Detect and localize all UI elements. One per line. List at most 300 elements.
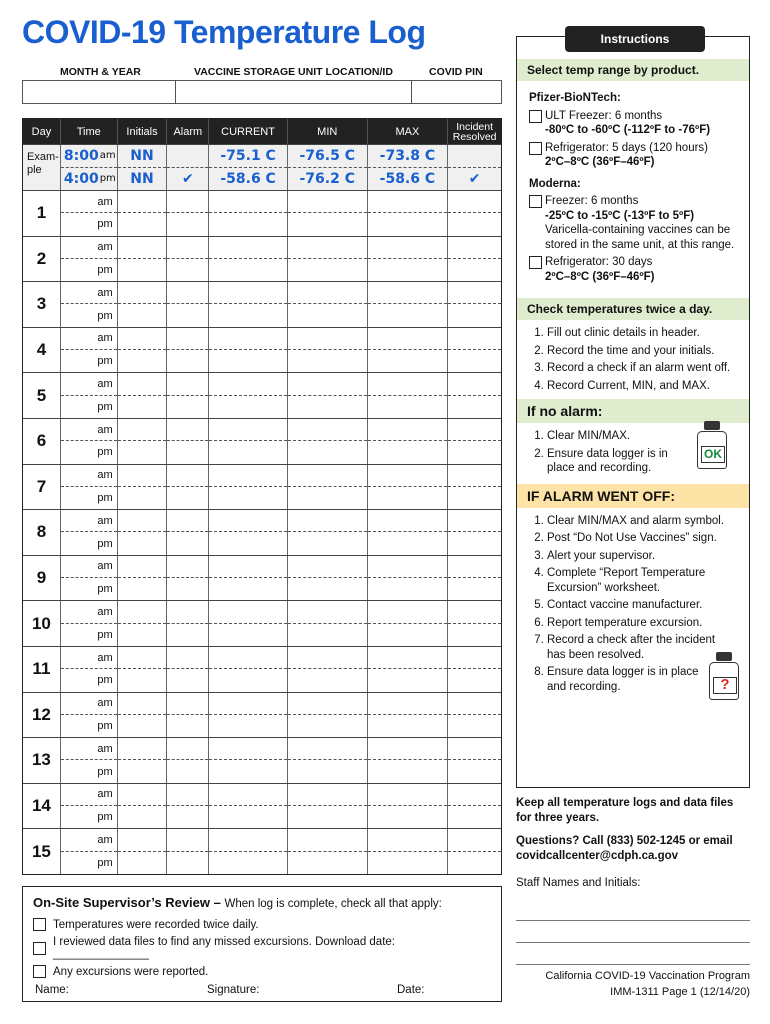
vial-ok-icon — [695, 421, 729, 471]
am-entry[interactable] — [448, 601, 501, 623]
pm-label[interactable]: pm — [97, 583, 113, 596]
am-entry[interactable] — [288, 510, 367, 532]
pm-entry[interactable] — [368, 532, 448, 554]
alarm-band: IF ALARM WENT OFF: — [517, 484, 749, 508]
date-label[interactable]: Date: — [397, 984, 425, 996]
pm-entry[interactable] — [167, 350, 208, 372]
am-entry[interactable] — [368, 419, 448, 441]
pm-entry[interactable] — [448, 669, 501, 691]
pm-entry[interactable] — [448, 259, 501, 281]
am-entry[interactable] — [288, 191, 367, 213]
am-entry[interactable] — [368, 829, 448, 851]
pm-entry[interactable] — [368, 624, 448, 646]
am-entry[interactable] — [167, 510, 208, 532]
check-reviewed-data[interactable] — [33, 936, 491, 960]
am-entry[interactable] — [288, 373, 367, 395]
am-label[interactable]: am — [97, 241, 113, 254]
pm-entry[interactable] — [118, 304, 167, 326]
pm-entry[interactable] — [448, 441, 501, 463]
pm-label[interactable]: pm — [97, 811, 113, 824]
staff-line[interactable] — [516, 943, 750, 965]
pm-entry[interactable] — [167, 487, 208, 509]
pm-entry[interactable] — [209, 578, 287, 600]
pm-entry[interactable] — [288, 259, 367, 281]
am-entry[interactable] — [167, 647, 208, 669]
am-entry[interactable] — [209, 419, 287, 441]
am-label[interactable]: am — [97, 423, 113, 436]
day-number: 6 — [36, 431, 47, 451]
table-header — [23, 119, 501, 144]
checkbox[interactable] — [33, 965, 46, 978]
am-label[interactable]: am — [97, 697, 113, 710]
am-entry[interactable] — [448, 647, 501, 669]
am-entry[interactable] — [209, 191, 287, 213]
pm-entry[interactable] — [118, 396, 167, 418]
check-steps — [517, 320, 749, 393]
am-entry[interactable] — [288, 647, 367, 669]
am-entry[interactable] — [448, 510, 501, 532]
am-entry[interactable] — [167, 328, 208, 350]
check-label: Temperatures were recorded twice daily. — [53, 918, 259, 931]
checkbox[interactable] — [33, 942, 46, 955]
am-entry[interactable] — [118, 601, 167, 623]
am-entry[interactable] — [448, 373, 501, 395]
day-number: 5 — [36, 385, 47, 405]
am-entry[interactable] — [288, 282, 367, 304]
checkbox[interactable] — [529, 256, 542, 269]
am-entry[interactable] — [118, 693, 167, 715]
day-number: 8 — [36, 522, 47, 542]
pm-entry[interactable] — [118, 487, 167, 509]
pm-entry[interactable] — [167, 624, 208, 646]
pm-entry[interactable] — [118, 441, 167, 463]
col-current: CURRENT — [209, 119, 288, 144]
am-entry[interactable] — [368, 282, 448, 304]
pm-entry[interactable] — [209, 441, 287, 463]
table-row — [23, 555, 501, 601]
step: 1. Clear MIN/MAX. — [547, 429, 689, 444]
pm-entry[interactable] — [448, 532, 501, 554]
example-pm-resolved: ✔ — [468, 170, 481, 187]
am-entry[interactable] — [368, 465, 448, 487]
am-entry[interactable] — [118, 237, 167, 259]
pm-entry[interactable] — [448, 350, 501, 372]
supervisor-title — [33, 895, 491, 910]
pm-entry[interactable] — [288, 441, 367, 463]
pm-entry[interactable] — [448, 806, 501, 828]
check-label: Any excursions were reported. — [53, 965, 209, 978]
pm-entry[interactable] — [368, 304, 448, 326]
am-entry[interactable] — [167, 829, 208, 851]
am-entry[interactable] — [167, 373, 208, 395]
day-number: 7 — [36, 476, 47, 496]
header-labels — [22, 66, 502, 80]
pm-label[interactable]: pm — [97, 765, 113, 778]
signature-label[interactable]: Signature: — [207, 984, 260, 996]
table-row — [23, 646, 501, 692]
am-entry[interactable] — [209, 784, 287, 806]
am-entry[interactable] — [448, 237, 501, 259]
am-entry[interactable] — [118, 373, 167, 395]
table-row — [23, 509, 501, 555]
am-entry[interactable] — [288, 738, 367, 760]
check-excursions-reported[interactable] — [33, 965, 491, 978]
example-am-time: 8:00 — [63, 147, 99, 164]
am-entry[interactable] — [118, 784, 167, 806]
pm-entry[interactable] — [167, 852, 208, 874]
am-entry[interactable] — [368, 601, 448, 623]
pm-entry[interactable] — [209, 669, 287, 691]
am-entry[interactable] — [209, 601, 287, 623]
pfizer-heading: Pfizer-BioNTech: — [529, 92, 621, 104]
checkbox[interactable] — [529, 110, 542, 123]
pm-label[interactable]: pm — [97, 719, 113, 732]
staff-line[interactable] — [516, 899, 750, 921]
pm-entry[interactable] — [368, 806, 448, 828]
am-entry[interactable] — [167, 693, 208, 715]
pm-entry[interactable] — [448, 396, 501, 418]
covid-pin-field[interactable] — [412, 81, 501, 103]
pm-entry[interactable] — [448, 715, 501, 737]
checkbox[interactable] — [529, 142, 542, 155]
option-label: Refrigerator: 5 days (120 hours) — [545, 141, 708, 154]
day-number: 1 — [36, 203, 47, 223]
am-entry[interactable] — [448, 738, 501, 760]
step: 3. Alert your supervisor. — [547, 549, 737, 564]
table-row — [23, 236, 501, 282]
pm-label[interactable]: pm — [97, 355, 113, 368]
am-label[interactable]: am — [97, 514, 113, 527]
pm-entry[interactable] — [288, 624, 367, 646]
am-label[interactable]: am — [97, 788, 113, 801]
pm-entry[interactable] — [288, 715, 367, 737]
pm-entry[interactable] — [288, 852, 367, 874]
am-entry[interactable] — [448, 191, 501, 213]
pm-entry[interactable] — [288, 760, 367, 782]
pm-entry[interactable] — [209, 213, 287, 235]
pm-entry[interactable] — [167, 760, 208, 782]
pm-entry[interactable] — [288, 532, 367, 554]
supervisor-subtitle: When log is complete, check all that apply: — [224, 898, 442, 910]
am-entry[interactable] — [448, 693, 501, 715]
pm-entry[interactable] — [209, 806, 287, 828]
am-entry[interactable] — [167, 738, 208, 760]
pm-label[interactable]: pm — [97, 537, 113, 550]
pm-entry[interactable] — [118, 259, 167, 281]
pm-entry[interactable] — [167, 213, 208, 235]
example-am-initials: NN — [130, 147, 154, 164]
pm-label[interactable]: pm — [97, 628, 113, 641]
header-fields — [22, 80, 502, 104]
am-entry[interactable] — [209, 282, 287, 304]
am-label[interactable]: am — [97, 195, 113, 208]
am-entry[interactable] — [288, 465, 367, 487]
pm-entry[interactable] — [118, 715, 167, 737]
am-entry[interactable] — [368, 556, 448, 578]
am-entry[interactable] — [118, 647, 167, 669]
pm-entry[interactable] — [209, 259, 287, 281]
step: 4. Record Current, MIN, and MAX. — [547, 379, 737, 394]
am-entry[interactable] — [368, 647, 448, 669]
col-initials: Initials — [118, 119, 168, 144]
am-entry[interactable] — [448, 465, 501, 487]
pm-entry[interactable] — [288, 669, 367, 691]
am-entry[interactable] — [118, 419, 167, 441]
pm-entry[interactable] — [209, 760, 287, 782]
pm-entry[interactable] — [288, 487, 367, 509]
am-label[interactable]: am — [97, 651, 113, 664]
pm-label[interactable]: pm — [97, 492, 113, 504]
am-entry[interactable] — [167, 282, 208, 304]
step: 6. Report temperature excursion. — [547, 616, 737, 631]
am-entry[interactable] — [209, 328, 287, 350]
checkbox[interactable] — [529, 195, 542, 208]
am-label[interactable]: am — [97, 378, 113, 391]
pm-entry[interactable] — [118, 760, 167, 782]
am-entry[interactable] — [118, 829, 167, 851]
pm-entry[interactable] — [448, 760, 501, 782]
day-number: 9 — [36, 568, 47, 588]
pm-entry[interactable] — [167, 259, 208, 281]
am-entry[interactable] — [209, 556, 287, 578]
product-ranges — [517, 81, 749, 284]
am-entry[interactable] — [368, 328, 448, 350]
step: 1. Clear MIN/MAX and alarm symbol. — [547, 514, 737, 529]
pm-entry[interactable] — [288, 304, 367, 326]
pm-entry[interactable] — [448, 624, 501, 646]
example-pm-suffix: pm — [99, 173, 116, 185]
table-row — [23, 600, 501, 646]
pm-label[interactable]: pm — [97, 264, 113, 277]
option-label: ULT Freezer: 6 months — [545, 109, 663, 122]
am-entry[interactable] — [209, 647, 287, 669]
am-entry[interactable] — [288, 601, 367, 623]
pm-entry[interactable] — [288, 578, 367, 600]
pm-entry[interactable] — [209, 487, 287, 509]
day-number: 13 — [31, 750, 51, 770]
am-entry[interactable] — [368, 510, 448, 532]
pm-label[interactable]: pm — [97, 400, 113, 413]
pm-entry[interactable] — [118, 578, 167, 600]
am-entry[interactable] — [118, 282, 167, 304]
pm-entry[interactable] — [209, 532, 287, 554]
am-label[interactable]: am — [97, 332, 113, 345]
staff-line[interactable] — [516, 921, 750, 943]
am-label[interactable]: am — [97, 742, 113, 755]
am-entry[interactable] — [288, 328, 367, 350]
pm-entry[interactable] — [288, 806, 367, 828]
temperature-log-table — [22, 118, 502, 875]
keep-logs-text: Keep all temperature logs and data files for three years. — [516, 797, 734, 824]
pm-entry[interactable] — [448, 213, 501, 235]
pm-label[interactable]: pm — [97, 309, 113, 322]
pm-entry[interactable] — [118, 852, 167, 874]
pm-entry[interactable] — [118, 213, 167, 235]
am-entry[interactable] — [288, 419, 367, 441]
pm-entry[interactable] — [368, 350, 448, 372]
month-year-field[interactable] — [23, 81, 176, 103]
pm-entry[interactable] — [368, 760, 448, 782]
am-entry[interactable] — [167, 556, 208, 578]
table-row — [23, 828, 501, 874]
am-entry[interactable] — [288, 556, 367, 578]
no-alarm-steps — [517, 423, 749, 476]
moderna-freezer-option[interactable] — [529, 194, 737, 252]
option-range: -80ºC to -60ºC (-112ºF to -76ºF) — [545, 124, 711, 136]
pm-entry[interactable] — [118, 624, 167, 646]
am-entry[interactable] — [118, 510, 167, 532]
am-label[interactable]: am — [97, 469, 113, 482]
pm-label[interactable]: pm — [97, 856, 113, 869]
am-entry[interactable] — [167, 465, 208, 487]
am-entry[interactable] — [209, 829, 287, 851]
pm-entry[interactable] — [118, 806, 167, 828]
instructions-box — [516, 32, 750, 788]
table-row — [23, 418, 501, 464]
footer-form-id: IMM-1311 Page 1 (12/14/20) — [610, 986, 750, 998]
pm-entry[interactable] — [448, 578, 501, 600]
am-entry[interactable] — [118, 191, 167, 213]
pm-entry[interactable] — [448, 852, 501, 874]
pm-entry[interactable] — [368, 578, 448, 600]
pm-entry[interactable] — [448, 487, 501, 509]
day-number: 14 — [31, 796, 51, 816]
pm-entry[interactable] — [167, 669, 208, 691]
pm-entry[interactable] — [209, 304, 287, 326]
example-am-max: -73.8 C — [379, 147, 436, 164]
pm-entry[interactable] — [368, 669, 448, 691]
pm-entry[interactable] — [209, 715, 287, 737]
example-am-suffix: am — [99, 150, 116, 162]
am-entry[interactable] — [448, 282, 501, 304]
am-entry[interactable] — [368, 784, 448, 806]
col-day: Day — [23, 119, 61, 144]
am-entry[interactable] — [368, 373, 448, 395]
col-incident-resolved: Incident Resolved — [452, 120, 497, 143]
location-field[interactable] — [176, 81, 412, 103]
am-entry[interactable] — [167, 419, 208, 441]
col-max: MAX — [368, 119, 449, 144]
check-recorded-twice[interactable] — [33, 918, 491, 931]
pm-entry[interactable] — [118, 532, 167, 554]
pm-entry[interactable] — [368, 259, 448, 281]
am-entry[interactable] — [448, 328, 501, 350]
am-entry[interactable] — [368, 237, 448, 259]
pm-entry[interactable] — [209, 396, 287, 418]
pm-entry[interactable] — [209, 350, 287, 372]
pm-entry[interactable] — [118, 350, 167, 372]
pm-entry[interactable] — [368, 396, 448, 418]
am-entry[interactable] — [209, 510, 287, 532]
day-number: 2 — [36, 248, 47, 268]
pm-label[interactable]: pm — [97, 674, 113, 687]
pm-entry[interactable] — [368, 852, 448, 874]
am-entry[interactable] — [167, 601, 208, 623]
pm-entry[interactable] — [167, 578, 208, 600]
am-entry[interactable] — [368, 191, 448, 213]
am-entry[interactable] — [288, 237, 367, 259]
am-entry[interactable] — [167, 784, 208, 806]
pm-entry[interactable] — [209, 852, 287, 874]
am-entry[interactable] — [118, 738, 167, 760]
pm-entry[interactable] — [167, 396, 208, 418]
staff-name-lines[interactable] — [516, 899, 750, 965]
am-entry[interactable] — [288, 784, 367, 806]
pm-entry[interactable] — [167, 304, 208, 326]
pm-entry[interactable] — [368, 441, 448, 463]
am-entry[interactable] — [209, 373, 287, 395]
pm-entry[interactable] — [209, 624, 287, 646]
day-number: 10 — [31, 613, 51, 633]
pm-label[interactable]: pm — [97, 218, 113, 231]
am-entry[interactable] — [118, 556, 167, 578]
am-entry[interactable] — [448, 556, 501, 578]
am-label[interactable]: am — [97, 560, 113, 573]
page-title: COVID-19 Temperature Log — [22, 14, 426, 50]
name-label[interactable]: Name: — [35, 984, 69, 996]
month-year-label: MONTH & YEAR — [60, 66, 141, 78]
pm-entry[interactable] — [167, 715, 208, 737]
table-row — [23, 190, 501, 236]
example-pm-max: -58.6 C — [379, 170, 436, 187]
am-entry[interactable] — [167, 237, 208, 259]
pm-entry[interactable] — [368, 715, 448, 737]
pm-entry[interactable] — [288, 396, 367, 418]
am-entry[interactable] — [448, 829, 501, 851]
table-row — [23, 783, 501, 829]
pfizer-ult-option[interactable] — [529, 109, 737, 138]
am-entry[interactable] — [448, 419, 501, 441]
pm-entry[interactable] — [288, 213, 367, 235]
am-label[interactable]: am — [97, 833, 113, 846]
moderna-fridge-option[interactable] — [529, 255, 737, 284]
am-entry[interactable] — [368, 693, 448, 715]
am-label[interactable]: am — [97, 605, 113, 618]
pm-entry[interactable] — [288, 350, 367, 372]
am-entry[interactable] — [368, 738, 448, 760]
pm-entry[interactable] — [448, 304, 501, 326]
am-entry[interactable] — [288, 829, 367, 851]
pm-entry[interactable] — [368, 487, 448, 509]
am-entry[interactable] — [288, 693, 367, 715]
vial-question-icon — [707, 652, 741, 702]
question-label: ? — [713, 677, 737, 694]
am-entry[interactable] — [209, 693, 287, 715]
am-entry[interactable] — [448, 784, 501, 806]
step: 2. Ensure data logger is in place and recording. — [547, 447, 689, 476]
pm-entry[interactable] — [368, 213, 448, 235]
pm-entry[interactable] — [118, 669, 167, 691]
pm-label[interactable]: pm — [97, 446, 113, 459]
col-alarm: Alarm — [167, 119, 209, 144]
am-label[interactable]: am — [97, 286, 113, 299]
supervisor-title-text: On-Site Supervisor’s Review – — [33, 895, 221, 910]
pfizer-fridge-option[interactable] — [529, 141, 737, 170]
am-entry[interactable] — [209, 237, 287, 259]
pm-entry[interactable] — [167, 441, 208, 463]
am-entry[interactable] — [118, 465, 167, 487]
table-row — [23, 327, 501, 373]
keep-logs-note — [516, 796, 750, 826]
pm-entry[interactable] — [167, 532, 208, 554]
am-entry[interactable] — [209, 738, 287, 760]
pm-entry[interactable] — [167, 806, 208, 828]
checkbox[interactable] — [33, 918, 46, 931]
am-entry[interactable] — [167, 191, 208, 213]
am-entry[interactable] — [118, 328, 167, 350]
am-entry[interactable] — [209, 465, 287, 487]
step: 4. Complete “Report Temperature Excursion” worksheet. — [547, 566, 737, 595]
